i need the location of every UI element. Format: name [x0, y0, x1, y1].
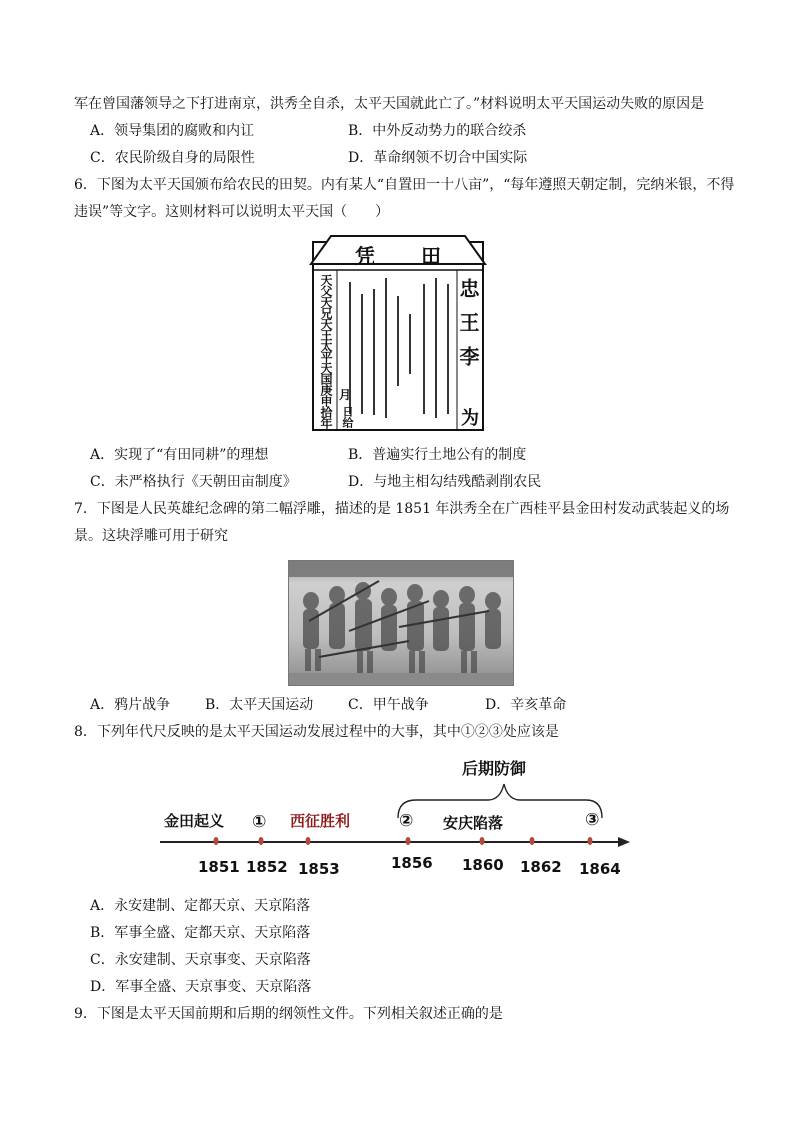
q8-option-c: C．永安建制、天京事变、天京陷落 [90, 952, 311, 968]
q5-option-c: C．农民阶级自身的局限性 [90, 150, 255, 166]
q7-stem-line1: 7．下图是人民英雄纪念碑的第二幅浮雕，描述的是 1851 年洪秀全在广西桂平县金田村发动武装起义的场 [74, 501, 730, 517]
q8-stem: 8．下列年代尺反映的是太平天国运动发展过程中的大事，其中①②③处应该是 [74, 724, 559, 740]
timeline-blank-3: ③ [585, 810, 600, 830]
relief-sculpture-image [288, 560, 514, 686]
timeline-chart [160, 752, 640, 882]
timeline-event-xizheng: 西征胜利 [290, 812, 351, 830]
q6-option-d: D．与地主相勾结残酷剥削农民 [348, 474, 542, 490]
q8-option-a: A．永安建制、定都天京、天京陷落 [90, 898, 311, 914]
q7-option-b: B．太平天国运动 [205, 697, 314, 713]
q5-option-b: B．中外反动势力的联合绞杀 [348, 123, 527, 139]
q5-stem-tail: 军在曾国藩领导之下打进南京，洪秀全自杀，太平天国就此亡了。”材料说明太平天国运动失败的原因是 [74, 96, 705, 112]
timeline-event-jintian: 金田起义 [164, 812, 225, 830]
timeline-year-1851: 1851 [198, 858, 240, 876]
deed-date: 天父天兄天王太平天国庚申拾年 [319, 274, 333, 428]
timeline-event-anqing: 安庆陷落 [443, 814, 504, 832]
timeline-brace-label: 后期防御 [462, 759, 527, 778]
deed-issuer-suffix: 为 [461, 408, 479, 429]
q6-option-b: B．普遍实行土地公有的制度 [348, 447, 527, 463]
q5-option-d: D．革命纲领不切合中国实际 [348, 150, 528, 166]
q9-stem: 9．下图是太平天国前期和后期的纲领性文件。下列相关叙述正确的是 [74, 1006, 503, 1022]
timeline-year-1856: 1856 [391, 854, 433, 872]
timeline-year-1862: 1862 [520, 858, 562, 876]
timeline-blank-1: ① [252, 812, 267, 832]
deed-month: 月 [339, 388, 352, 402]
q6-option-c: C．未严格执行《天朝田亩制度》 [90, 474, 297, 490]
q6-stem-line1: 6．下图为太平天国颁布给农民的田契。内有某人“自置田一十八亩”，“每年遵照天朝定制，完纳米银，不得 [74, 177, 735, 193]
timeline-year-1852: 1852 [246, 858, 288, 876]
land-deed-image [309, 234, 487, 434]
deed-day: 日给 [341, 406, 354, 428]
timeline-year-1860: 1860 [462, 856, 504, 874]
deed-title: 凭 田 [355, 244, 443, 268]
q8-option-b: B．军事全盛、定都天京、天京陷落 [90, 925, 311, 941]
q5-option-a: A．领导集团的腐败和内讧 [90, 123, 255, 139]
q7-stem-line2: 景。这块浮雕可用于研究 [74, 528, 228, 544]
timeline-year-1853: 1853 [298, 860, 340, 878]
q6-stem-line2: 违误”等文字。这则材料可以说明太平天国（ ） [74, 204, 390, 220]
q6-option-a: A．实现了“有田同耕”的理想 [90, 447, 269, 463]
q7-option-a: A．鸦片战争 [90, 697, 171, 713]
deed-issuer: 忠王李 [456, 278, 480, 380]
timeline-year-1864: 1864 [579, 860, 621, 878]
q7-option-d: D．辛亥革命 [485, 697, 567, 713]
q7-option-c: C．甲午战争 [348, 697, 429, 713]
timeline-blank-2: ② [399, 811, 414, 831]
q8-option-d: D．军事全盛、天京事变、天京陷落 [90, 979, 312, 995]
